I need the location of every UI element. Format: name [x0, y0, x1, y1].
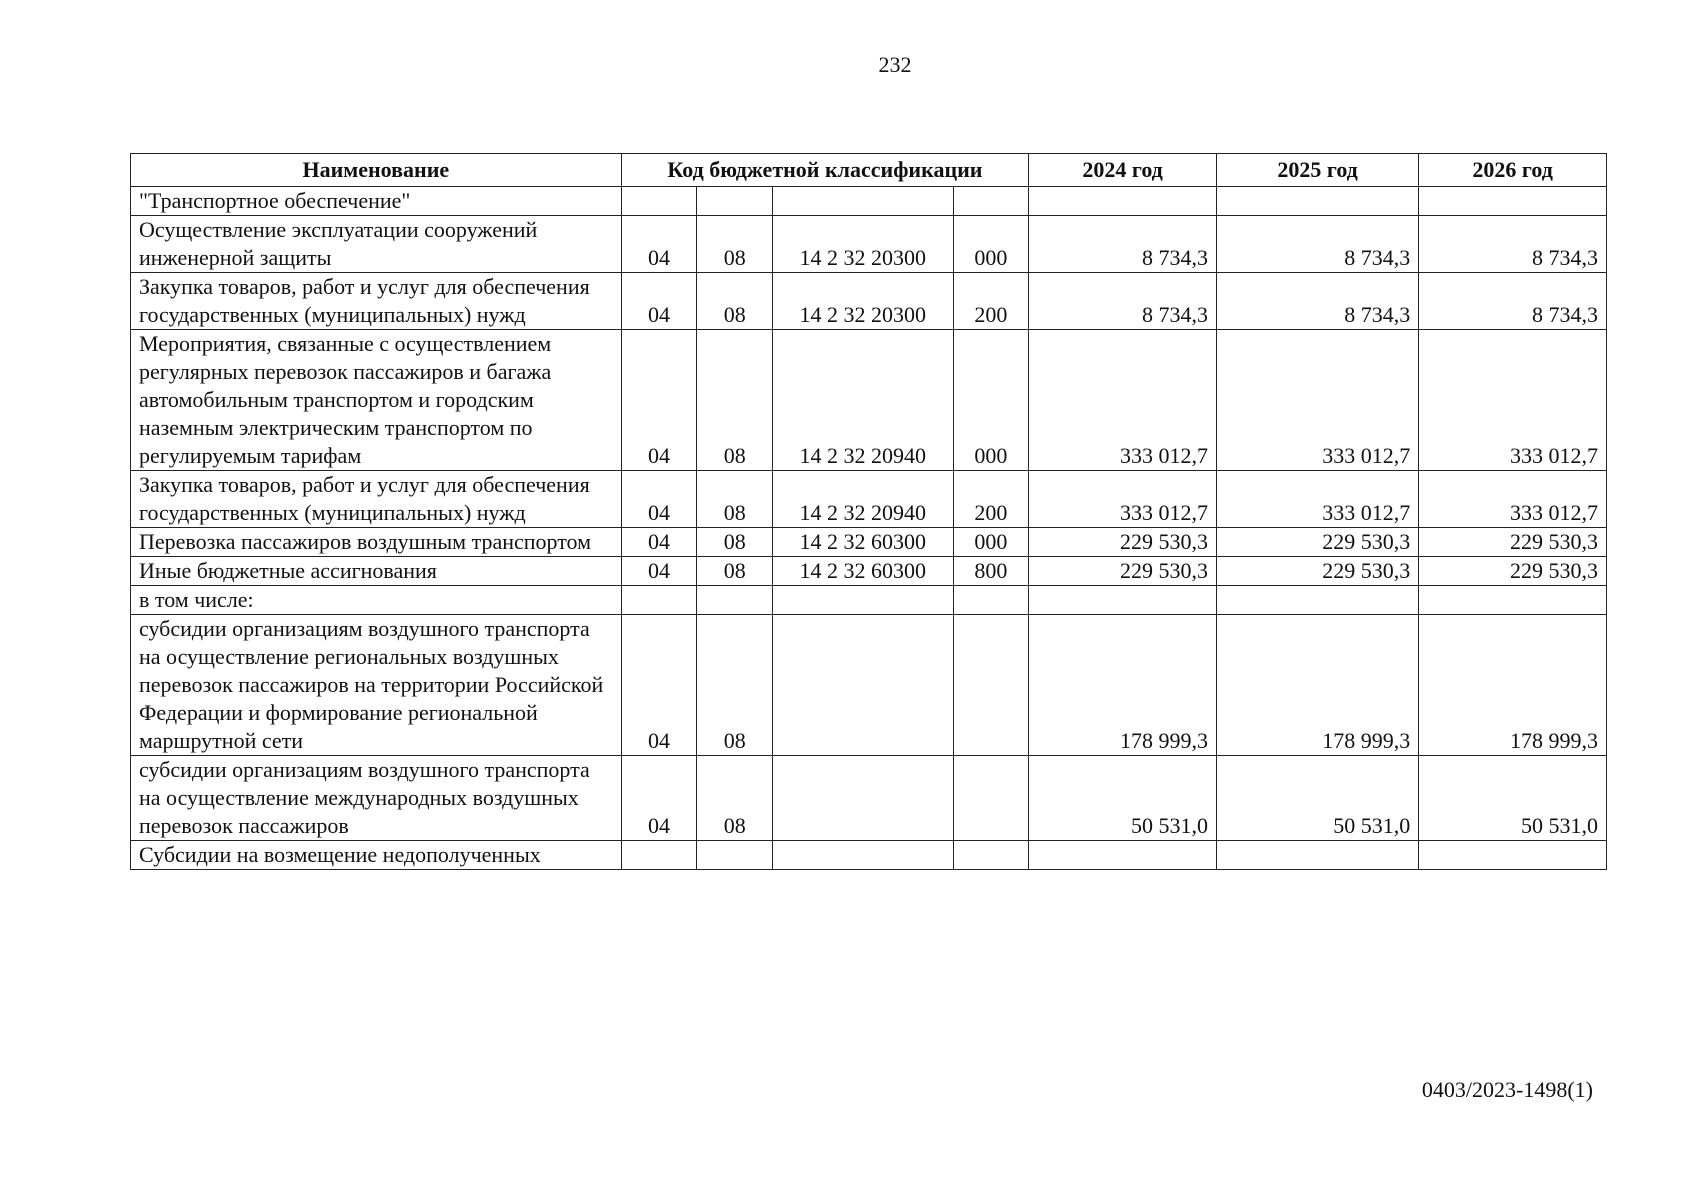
- row-value-2024: 8 734,3: [1029, 216, 1217, 273]
- row-expense-type: 000: [953, 330, 1029, 471]
- row-target-article: 14 2 32 20940: [773, 471, 953, 528]
- row-section: 04: [621, 615, 697, 756]
- table-row: [131, 330, 1607, 471]
- row-value-2024: [1029, 841, 1217, 870]
- row-section: [621, 841, 697, 870]
- row-name: Закупка товаров, работ и услуг для обеспечения государственных (муниципальных) нужд: [131, 471, 622, 528]
- row-value-2024: 178 999,3: [1029, 615, 1217, 756]
- row-value-2024: [1029, 187, 1217, 216]
- row-value-2024: 229 530,3: [1029, 528, 1217, 557]
- row-expense-type: [953, 756, 1029, 841]
- row-value-2025: 50 531,0: [1216, 756, 1418, 841]
- row-section: 04: [621, 273, 697, 330]
- row-name: субсидии организациям воздушного транспорта на осуществление международных воздушных перевозок пассажиров: [131, 756, 622, 841]
- row-value-2025: 229 530,3: [1216, 528, 1418, 557]
- row-target-article: 14 2 32 20300: [773, 216, 953, 273]
- row-target-article: 14 2 32 20940: [773, 330, 953, 471]
- header-name: Наименование: [131, 154, 622, 187]
- row-expense-type: [953, 187, 1029, 216]
- header-2024: 2024 год: [1029, 154, 1217, 187]
- row-value-2024: [1029, 586, 1217, 615]
- row-value-2024: 229 530,3: [1029, 557, 1217, 586]
- row-section: [621, 187, 697, 216]
- row-subsection: [697, 187, 773, 216]
- row-section: 04: [621, 528, 697, 557]
- row-target-article: [773, 756, 953, 841]
- row-subsection: 08: [697, 471, 773, 528]
- row-value-2025: 178 999,3: [1216, 615, 1418, 756]
- row-subsection: 08: [697, 330, 773, 471]
- header-2025: 2025 год: [1216, 154, 1418, 187]
- row-value-2026: [1419, 187, 1607, 216]
- row-name: Осуществление эксплуатации сооружений инженерной защиты: [131, 216, 622, 273]
- row-value-2024: 8 734,3: [1029, 273, 1217, 330]
- row-value-2024: 333 012,7: [1029, 330, 1217, 471]
- row-target-article: [773, 187, 953, 216]
- document-code: 0403/2023-1498(1): [1421, 1077, 1593, 1102]
- row-section: [621, 586, 697, 615]
- row-subsection: [697, 586, 773, 615]
- row-value-2025: 8 734,3: [1216, 273, 1418, 330]
- row-value-2024: 50 531,0: [1029, 756, 1217, 841]
- table-row: [131, 586, 1607, 615]
- row-value-2025: 8 734,3: [1216, 216, 1418, 273]
- row-subsection: [697, 841, 773, 870]
- table-row: [131, 273, 1607, 330]
- row-value-2026: 229 530,3: [1419, 528, 1607, 557]
- row-value-2025: 333 012,7: [1216, 330, 1418, 471]
- row-value-2025: [1216, 841, 1418, 870]
- table-header-row: [131, 154, 1607, 187]
- header-code: Код бюджетной классификации: [621, 154, 1029, 187]
- row-value-2026: [1419, 586, 1607, 615]
- table-row: [131, 756, 1607, 841]
- row-target-article: [773, 841, 953, 870]
- table-row: [131, 557, 1607, 586]
- row-target-article: 14 2 32 20300: [773, 273, 953, 330]
- row-expense-type: 200: [953, 471, 1029, 528]
- table-row: [131, 187, 1607, 216]
- row-name: Перевозка пассажиров воздушным транспортом: [131, 528, 622, 557]
- row-value-2025: 333 012,7: [1216, 471, 1418, 528]
- row-section: 04: [621, 756, 697, 841]
- row-name: Закупка товаров, работ и услуг для обеспечения государственных (муниципальных) нужд: [131, 273, 622, 330]
- row-target-article: [773, 586, 953, 615]
- table-row: [131, 471, 1607, 528]
- row-section: 04: [621, 557, 697, 586]
- row-expense-type: [953, 841, 1029, 870]
- row-subsection: 08: [697, 557, 773, 586]
- row-subsection: 08: [697, 615, 773, 756]
- row-value-2026: 178 999,3: [1419, 615, 1607, 756]
- row-value-2026: 333 012,7: [1419, 471, 1607, 528]
- page-number: 232: [878, 52, 912, 77]
- row-name: Иные бюджетные ассигнования: [131, 557, 622, 586]
- row-value-2026: 8 734,3: [1419, 216, 1607, 273]
- row-section: 04: [621, 471, 697, 528]
- row-value-2026: 333 012,7: [1419, 330, 1607, 471]
- row-subsection: 08: [697, 756, 773, 841]
- row-value-2025: [1216, 586, 1418, 615]
- row-subsection: 08: [697, 216, 773, 273]
- row-target-article: [773, 615, 953, 756]
- row-value-2024: 333 012,7: [1029, 471, 1217, 528]
- row-value-2026: [1419, 841, 1607, 870]
- row-expense-type: 000: [953, 216, 1029, 273]
- table-row: [131, 528, 1607, 557]
- row-value-2026: 8 734,3: [1419, 273, 1607, 330]
- row-target-article: 14 2 32 60300: [773, 528, 953, 557]
- row-section: 04: [621, 330, 697, 471]
- table-row: [131, 216, 1607, 273]
- row-name: субсидии организациям воздушного транспорта на осуществление региональных воздушных перевозок пассажиров на территории Российской Федерации и формирование региональной маршрутной сети: [131, 615, 622, 756]
- row-expense-type: [953, 586, 1029, 615]
- table-row: [131, 841, 1607, 870]
- row-expense-type: 200: [953, 273, 1029, 330]
- row-name: Субсидии на возмещение недополученных: [131, 841, 622, 870]
- row-value-2026: 50 531,0: [1419, 756, 1607, 841]
- row-subsection: 08: [697, 528, 773, 557]
- table-row: [131, 615, 1607, 756]
- row-section: 04: [621, 216, 697, 273]
- row-expense-type: 800: [953, 557, 1029, 586]
- row-subsection: 08: [697, 273, 773, 330]
- row-name: в том числе:: [131, 586, 622, 615]
- row-value-2025: [1216, 187, 1418, 216]
- row-target-article: 14 2 32 60300: [773, 557, 953, 586]
- budget-table: [130, 153, 1607, 870]
- row-expense-type: [953, 615, 1029, 756]
- row-name: Мероприятия, связанные с осуществлением регулярных перевозок пассажиров и багажа автомобильным транспортом и городским наземным электрическим транспортом по регулируемым тарифам: [131, 330, 622, 471]
- header-2026: 2026 год: [1419, 154, 1607, 187]
- row-name: "Транспортное обеспечение": [131, 187, 622, 216]
- row-value-2025: 229 530,3: [1216, 557, 1418, 586]
- row-value-2026: 229 530,3: [1419, 557, 1607, 586]
- row-expense-type: 000: [953, 528, 1029, 557]
